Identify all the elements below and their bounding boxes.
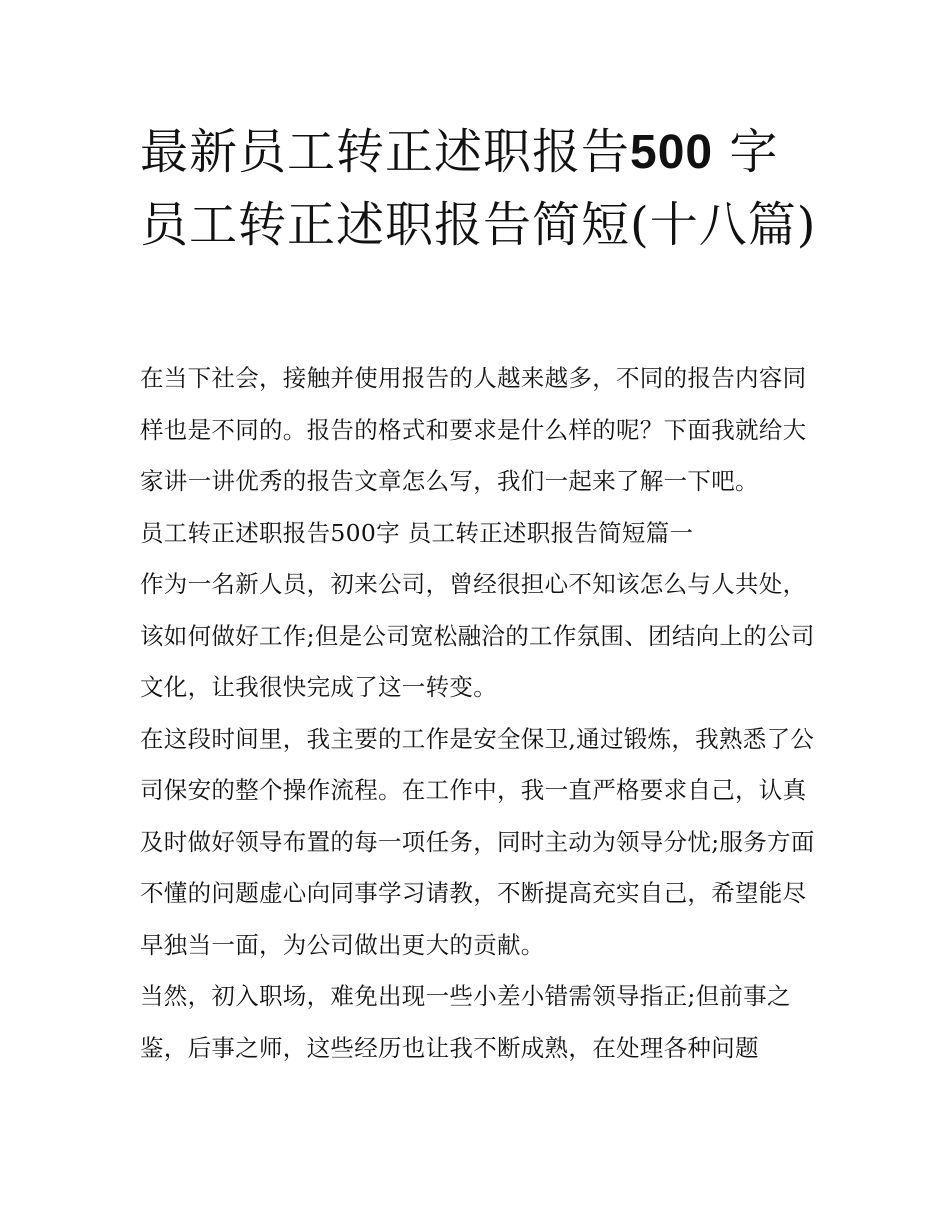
body-paragraph-2: 在这段时间里，我主要的工作是安全保卫,通过锻炼，我熟悉了公司保安的整个操作流程。在工作中，我一直严格要求自己，认真及时做好领导布置的每一项任务，同时主动为领导分忧;服务方面不懂的问题虚心向同事学习请教，不断提高充实自己，希望能尽早独当一面，为公司做出更大的贡献。 — [140, 724, 815, 959]
body-paragraph-1: 作为一名新人员，初来公司，曾经很担心不知该怎么与人共处，该如何做好工作;但是公司宽松融洽的工作氛围、团结向上的公司文化，让我很快完成了这一转变。 — [140, 570, 815, 701]
document-body — [140, 353, 820, 1074]
intro-paragraph: 在当下社会，接触并使用报告的人越来越多，不同的报告内容同样也是不同的。报告的格式和要求是什么样的呢？下面我就给大家讲一讲优秀的报告文章怎么写，我们一起来了解一下吧。 — [140, 364, 807, 495]
section-heading: 员工转正述职报告500字 员工转正述职报告简短篇一 — [140, 518, 694, 547]
title-number: 500 — [630, 126, 714, 179]
title-text-part2: 字员工转正述职报告简短(十八篇) — [140, 124, 817, 253]
title-text-part1: 最新员工转正述职报告 — [140, 124, 631, 180]
document-title — [140, 116, 820, 261]
body-paragraph-3: 当然，初入职场，难免出现一些小差小错需领导指正;但前事之鉴，后事之师，这些经历也让我不断成熟，在处理各种问题 — [140, 982, 791, 1062]
